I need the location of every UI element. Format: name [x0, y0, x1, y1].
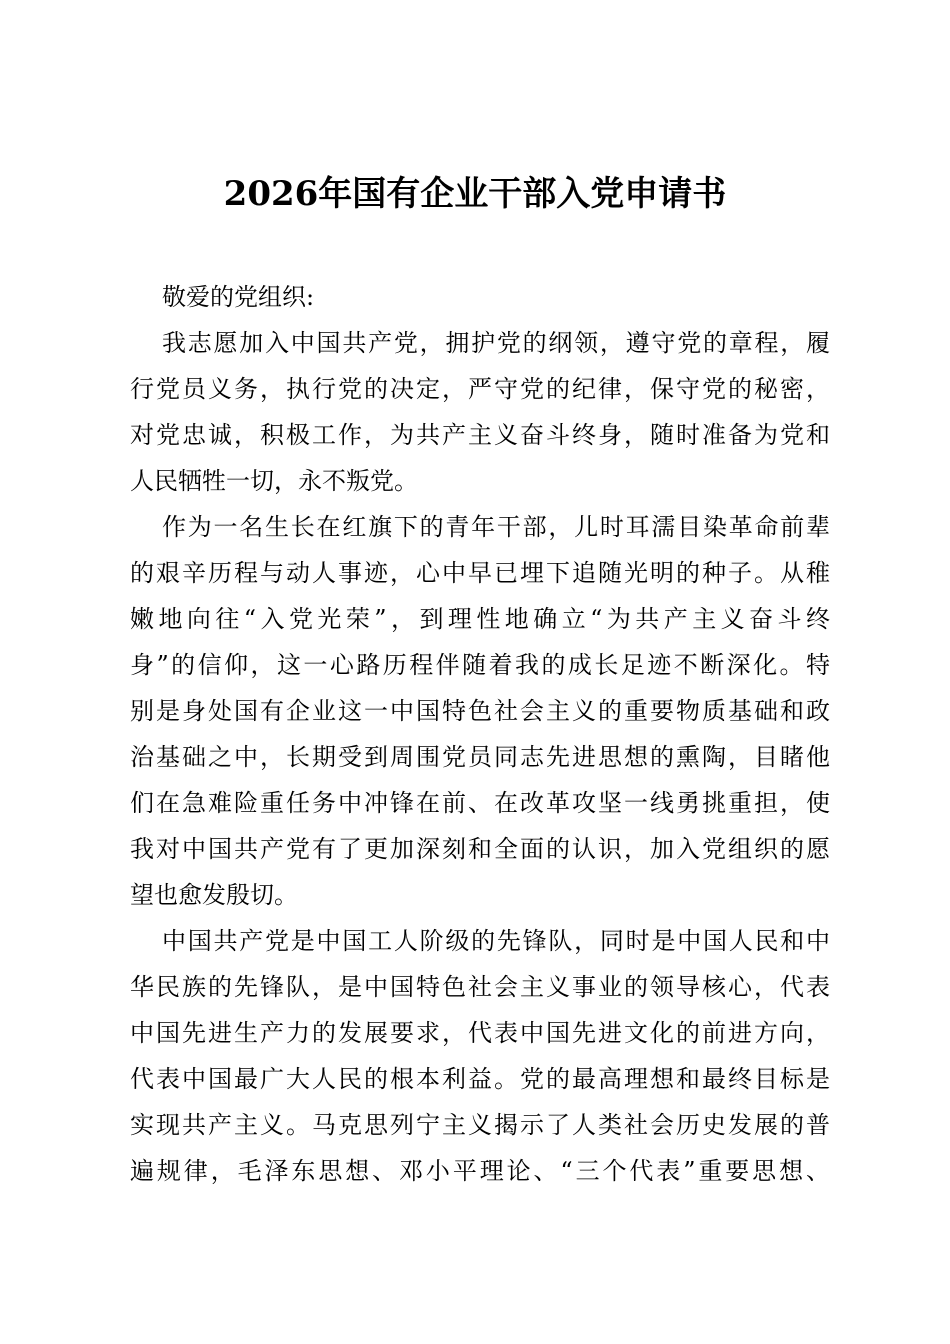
document-title: 2026年国有企业干部入党申请书	[223, 174, 727, 214]
paragraph-3-line-6: 遍规律，毛泽东思想、邓小平理论、“三个代表”重要思想、	[130, 1157, 830, 1185]
paragraph-1-line-3: 对党忠诚，积极工作，为共产主义奋斗终身，随时准备为党和	[130, 421, 830, 449]
paragraph-3-line-5: 实现共产主义。马克思列宁主义揭示了人类社会历史发展的普	[130, 1111, 830, 1139]
paragraph-3-line-4: 代表中国最广大人民的根本利益。党的最高理想和最终目标是	[130, 1065, 830, 1093]
paragraph-2-line-7: 们在急难险重任务中冲锋在前、在改革攻坚一线勇挑重担，使	[130, 789, 830, 817]
paragraph-3-line-3: 中国先进生产力的发展要求，代表中国先进文化的前进方向，	[130, 1019, 830, 1047]
paragraph-3-line-1: 中国共产党是中国工人阶级的先锋队，同时是中国人民和中	[162, 927, 830, 955]
paragraph-1-line-2: 行党员义务，执行党的决定，严守党的纪律，保守党的秘密，	[130, 375, 830, 403]
document-body	[130, 274, 830, 1194]
salutation: 敬爱的党组织:	[162, 283, 315, 311]
paragraph-2-line-2: 的艰辛历程与动人事迹，心中早已埋下追随光明的种子。从稚	[130, 559, 830, 587]
paragraph-2-line-5: 别是身处国有企业这一中国特色社会主义的重要物质基础和政	[130, 697, 830, 725]
paragraph-2-line-9: 望也愈发殷切。	[130, 881, 298, 909]
paragraph-2-line-4: 身”的信仰，这一心路历程伴随着我的成长足迹不断深化。特	[130, 651, 830, 679]
paragraph-2-line-8: 我对中国共产党有了更加深刻和全面的认识，加入党组织的愿	[130, 835, 830, 863]
paragraph-2-line-1: 作为一名生长在红旗下的青年干部，儿时耳濡目染革命前辈	[162, 513, 830, 541]
paragraph-1-line-4: 人民牺牲一切，永不叛党。	[130, 467, 418, 495]
paragraph-3-line-2: 华民族的先锋队，是中国特色社会主义事业的领导核心，代表	[130, 973, 830, 1001]
paragraph-2-line-6: 治基础之中，长期受到周围党员同志先进思想的熏陶，目睹他	[130, 743, 830, 771]
paragraph-1-line-1: 我志愿加入中国共产党，拥护党的纲领，遵守党的章程，履	[162, 329, 830, 357]
paragraph-2-line-3: 嫩地向往“入党光荣”，到理性地确立“为共产主义奋斗终	[130, 605, 830, 633]
